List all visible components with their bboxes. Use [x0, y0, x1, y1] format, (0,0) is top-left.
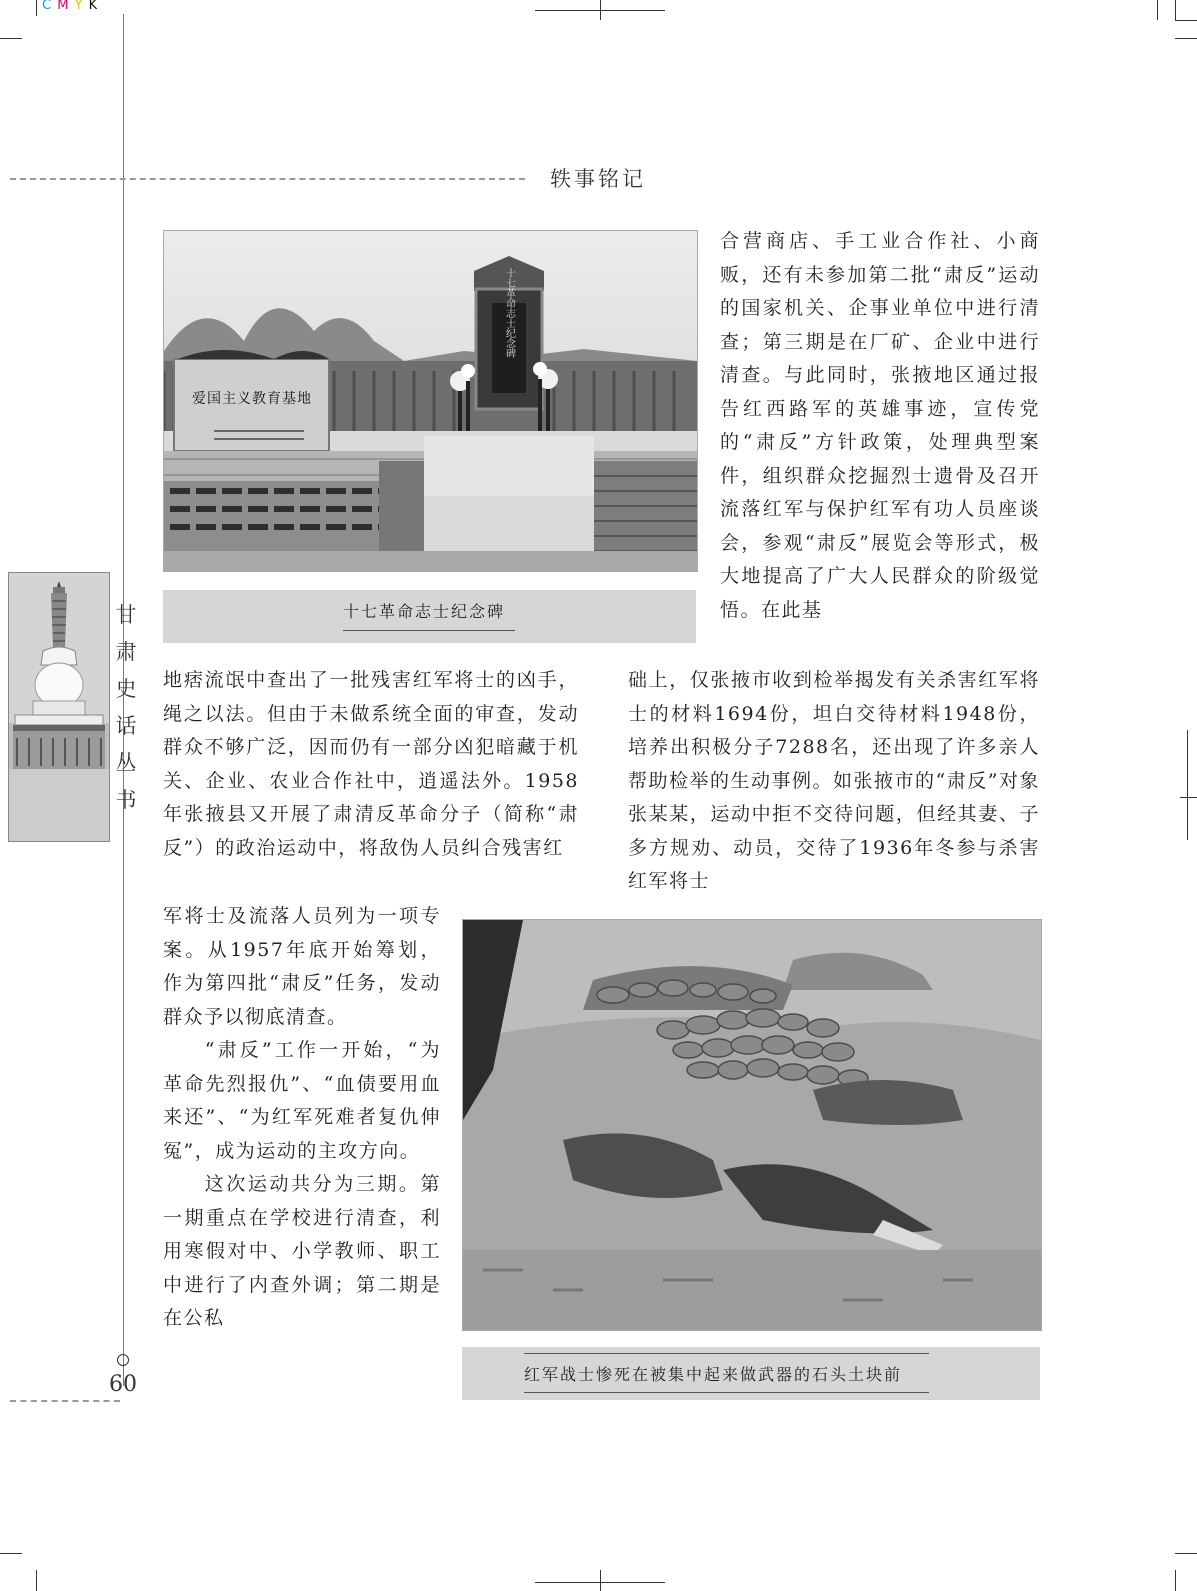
footer-dashed-rule [10, 1400, 120, 1402]
series-char: 书 [115, 788, 137, 812]
cmyk-c: C [42, 0, 53, 13]
crop-mark [0, 38, 22, 39]
crop-mark [1175, 38, 1197, 39]
paragraph: 础上，仅张掖市收到检举揭发有关杀害红军将士的材料1694份，坦白交待材料1948份，培养出积极分子7288名，还出现了许多亲人帮助检举的生动事例。如张掖市的“肃反”对象张某某，运动中拒不交待问题，但经其妻、子多方规劝、动员，交待了1936年冬参与杀害红军将士 [628, 669, 1040, 892]
figure-caption-box [462, 1347, 1040, 1400]
cmyk-m: M [57, 0, 70, 13]
registration-mark [1180, 797, 1197, 798]
caption-overline [524, 1353, 929, 1354]
figure-caption-box [163, 590, 696, 643]
section-title: 轶事铭记 [550, 167, 646, 191]
cmyk-color-bar [42, 0, 98, 13]
memorial-monument-photo [163, 230, 698, 572]
series-char: 丛 [115, 751, 137, 775]
series-char: 史 [115, 677, 137, 701]
paragraph: 地痞流氓中查出了一批残害红军将士的凶手，绳之以法。但由于未做系统全面的审查，发动群众不够广泛，因而仍有一部分凶犯暗藏于机关、企业、农业合作社中，逍遥法外。1958年张掖县又开展了肃清反革命分子（简称“肃反”）的政治运动中，将敌伪人员纠合残害红 [163, 669, 579, 859]
series-char: 肃 [115, 640, 137, 664]
paragraph: 这次运动共分为三期。第一期重点在学校进行清查，利用寒假对中、小学教师、职工中进行了内查外调；第二期是在公私 [163, 1173, 441, 1329]
caption-underline [343, 630, 515, 631]
paragraph: “肃反”工作一开始，“为革命先烈报仇”、“血债要用血来还”、“为红军死难者复仇伸冤”，成为运动的主攻方向。 [163, 1039, 441, 1162]
figure-caption: 十七革命志士纪念碑 [343, 602, 506, 621]
monument-inscription: 十七革命志士纪念碑 [503, 268, 515, 358]
plaque-title: 爱国主义教育基地 [192, 391, 312, 407]
crop-mark [0, 1553, 22, 1554]
series-char: 甘 [115, 603, 137, 627]
crop-mark [36, 1570, 37, 1591]
paragraph: 合营商店、手工业合作社、小商贩，还有未参加第二批“肃反”运动的国家机关、企事业单位中进行清查；第三期是在厂矿、企业中进行清查。与此同时，张掖地区通过报告红西路军的英雄事迹，宣传党的“肃反”方针政策，处理典型案件，组织群众挖掘烈士遗骨及召开流落红军与保护红军有功人员座谈会，参观“肃反”展览会等形式，极大地提高了广大人民群众的阶级觉悟。在此基 [720, 230, 1040, 621]
page-number: 60 [109, 1372, 137, 1397]
registration-mark [600, 1570, 601, 1591]
crop-mark [1175, 1570, 1176, 1591]
crop-mark [1175, 1553, 1197, 1554]
crop-mark [1157, 0, 1158, 20]
crop-mark [36, 0, 37, 16]
header-dashed-rule [10, 178, 525, 180]
body-text-column [720, 225, 1040, 627]
series-char: 话 [115, 714, 137, 738]
series-title [113, 597, 139, 819]
caption-underline [524, 1392, 929, 1393]
crop-mark [1175, 0, 1176, 20]
white-pagoda-photo [8, 572, 110, 842]
cmyk-y: Y [74, 0, 84, 13]
body-text-column [628, 664, 1040, 899]
crop-mark [1175, 20, 1197, 21]
figure-caption: 红军战士惨死在被集中起来做武器的石头土块前 [524, 1365, 903, 1384]
body-text-column [163, 664, 579, 865]
paragraph: 军将士及流落人员列为一项专案。从1957年底开始筹划，作为第四批“肃反”任务，发动群众予以彻底清查。 [163, 905, 441, 1028]
body-text-column [163, 900, 441, 1336]
cmyk-k: K [88, 0, 99, 13]
page-number-circle-icon [117, 1354, 129, 1366]
battlefield-photo [462, 919, 1042, 1331]
registration-mark [600, 0, 601, 20]
registration-mark [1187, 730, 1188, 840]
